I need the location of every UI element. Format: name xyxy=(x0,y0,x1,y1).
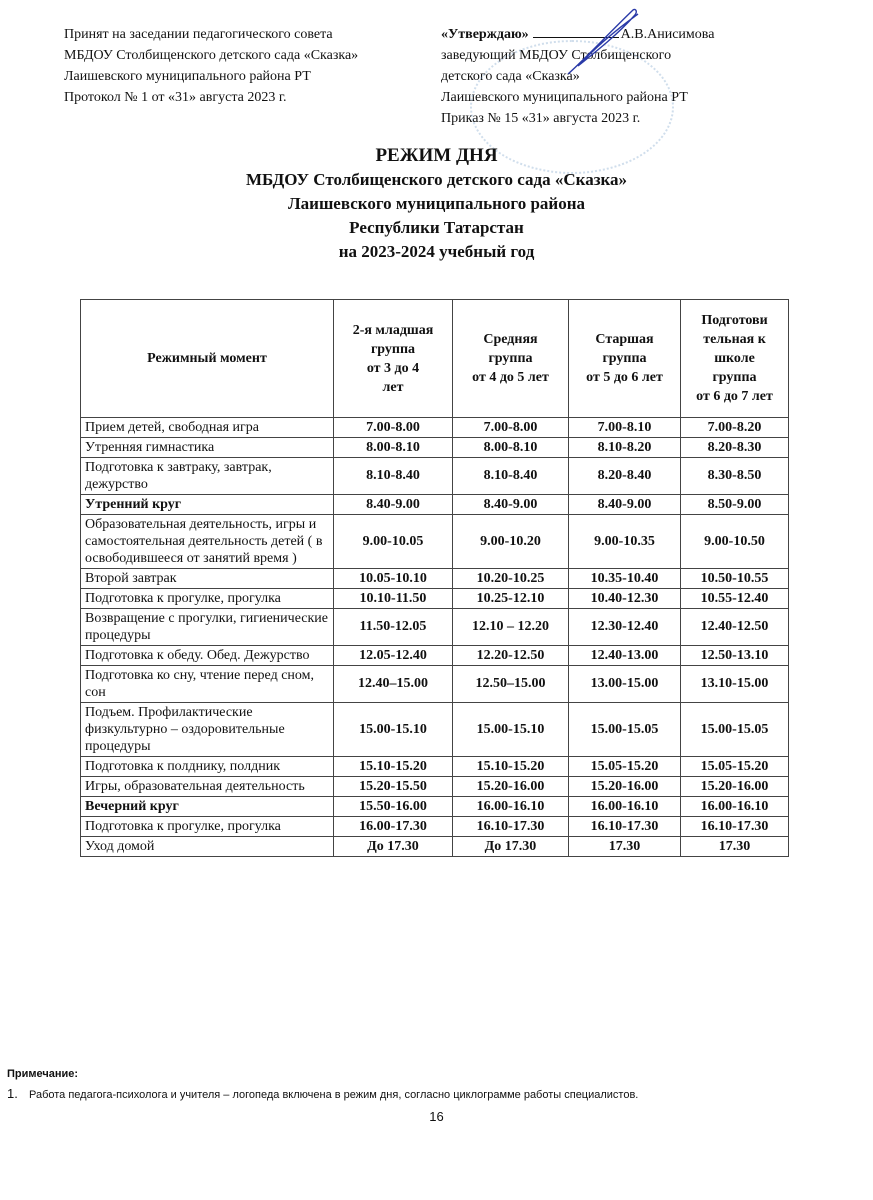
column-header-line: группа xyxy=(712,370,757,385)
time-cell: 8.00-8.10 xyxy=(453,438,569,458)
column-header-preparatory xyxy=(681,300,789,418)
table-row xyxy=(81,609,789,646)
time-cell: 10.35-10.40 xyxy=(569,569,681,589)
table-body xyxy=(81,418,789,857)
head-org: детского сада «Сказка» xyxy=(441,69,580,84)
time-cell: 15.10-15.20 xyxy=(453,757,569,777)
activity-cell: Утренний круг xyxy=(81,495,334,515)
time-cell: 12.40–15.00 xyxy=(334,666,453,703)
approve-label: «Утверждаю» xyxy=(441,27,529,42)
activity-cell: Вечерний круг xyxy=(81,797,334,817)
document-title xyxy=(0,144,873,264)
time-cell: 15.20-16.00 xyxy=(453,777,569,797)
time-cell: 13.00-15.00 xyxy=(569,666,681,703)
column-header-line: группа xyxy=(488,351,533,366)
column-header-line: от 4 до 5 лет xyxy=(472,370,549,385)
time-cell: 8.40-9.00 xyxy=(569,495,681,515)
time-cell: 15.00-15.05 xyxy=(681,703,789,757)
table-row xyxy=(81,418,789,438)
time-cell: 12.40-13.00 xyxy=(569,646,681,666)
time-cell: 16.10-17.30 xyxy=(681,817,789,837)
time-cell: 12.50–15.00 xyxy=(453,666,569,703)
time-cell: 12.10 – 12.20 xyxy=(453,609,569,646)
title-republic: Республики Татарстан xyxy=(349,218,524,237)
activity-cell: Прием детей, свободная игра xyxy=(81,418,334,438)
table-row xyxy=(81,515,789,569)
time-cell: 7.00-8.00 xyxy=(453,418,569,438)
council-line: МБДОУ Столбищенского детского сада «Сказка» xyxy=(64,48,359,63)
column-header-activity xyxy=(81,300,334,418)
council-protocol: Протокол № 1 от «31» августа 2023 г. xyxy=(64,90,287,105)
activity-cell: Игры, образовательная деятельность xyxy=(81,777,334,797)
page-number: 16 xyxy=(429,1109,444,1124)
time-cell: 8.40-9.00 xyxy=(334,495,453,515)
head-position: заведующий МБДОУ Столбищенского xyxy=(441,48,672,63)
table-row xyxy=(81,438,789,458)
column-header-line: Старшая xyxy=(595,332,654,347)
council-line: Лаишевского муниципального района РТ xyxy=(64,69,311,84)
time-cell: 16.00-16.10 xyxy=(569,797,681,817)
signature-line xyxy=(533,25,619,38)
time-cell: 13.10-15.00 xyxy=(681,666,789,703)
table-row xyxy=(81,757,789,777)
column-header-line: Режимный момент xyxy=(147,351,267,366)
column-header-line: от 5 до 6 лет xyxy=(586,370,663,385)
activity-cell: Уход домой xyxy=(81,837,334,857)
column-header-line: 2-я младшая xyxy=(352,322,434,338)
time-cell: 15.20-16.00 xyxy=(569,777,681,797)
column-header-senior xyxy=(569,300,681,418)
time-cell: 9.00-10.05 xyxy=(334,515,453,569)
time-cell: 15.05-15.20 xyxy=(681,757,789,777)
table-row xyxy=(81,569,789,589)
note-item-text: Работа педагога-психолога и учителя – логопеда включена в режим дня, согласно циклограмме работы специалистов. xyxy=(29,1089,639,1101)
time-cell: 15.00-15.10 xyxy=(334,703,453,757)
time-cell: 10.20-10.25 xyxy=(453,569,569,589)
approval-signature-line xyxy=(441,24,714,45)
time-cell: 11.50-12.05 xyxy=(334,609,453,646)
time-cell: 7.00-8.20 xyxy=(681,418,789,438)
table-row xyxy=(81,646,789,666)
time-cell: 15.10-15.20 xyxy=(334,757,453,777)
column-header-junior-2 xyxy=(334,300,453,418)
activity-cell: Второй завтрак xyxy=(81,569,334,589)
head-order: Приказ № 15 «31» августа 2023 г. xyxy=(441,111,641,126)
column-header-line: Подготови xyxy=(701,313,768,328)
table-row xyxy=(81,797,789,817)
table-header-row xyxy=(81,300,789,418)
time-cell: 17.30 xyxy=(681,837,789,857)
column-header-line: лет xyxy=(382,379,404,395)
time-cell: 10.10-11.50 xyxy=(334,589,453,609)
activity-cell: Образовательная деятельность, игры и самостоятельная деятельность детей ( в освободившееся от занятий время ) xyxy=(81,515,334,569)
time-cell: 15.00-15.05 xyxy=(569,703,681,757)
time-cell: 10.50-10.55 xyxy=(681,569,789,589)
time-cell: 7.00-8.10 xyxy=(569,418,681,438)
activity-cell: Подготовка к прогулке, прогулка xyxy=(81,589,334,609)
note-title: Примечание: xyxy=(7,1068,79,1080)
time-cell: 12.05-12.40 xyxy=(334,646,453,666)
table-row xyxy=(81,817,789,837)
time-cell: 10.55-12.40 xyxy=(681,589,789,609)
activity-cell: Подготовка к обеду. Обед. Дежурство xyxy=(81,646,334,666)
time-cell: 15.05-15.20 xyxy=(569,757,681,777)
daily-schedule-table xyxy=(80,299,789,857)
column-header-line: группа xyxy=(370,341,416,357)
signatory-name: А.В.Анисимова xyxy=(620,27,715,42)
time-cell: 12.30-12.40 xyxy=(569,609,681,646)
table-row xyxy=(81,589,789,609)
time-cell: 8.30-8.50 xyxy=(681,458,789,495)
time-cell: 9.00-10.50 xyxy=(681,515,789,569)
column-header-line: тельная к xyxy=(703,332,766,347)
column-header-line: от 3 до 4 xyxy=(366,360,420,376)
activity-cell: Возвращение с прогулки, гигиенические процедуры xyxy=(81,609,334,646)
activity-cell: Подготовка к завтраку, завтрак, дежурство xyxy=(81,458,334,495)
activity-cell: Подготовка к прогулке, прогулка xyxy=(81,817,334,837)
table-row xyxy=(81,703,789,757)
time-cell: 8.10-8.40 xyxy=(453,458,569,495)
title-district: Лаишевского муниципального района xyxy=(287,194,586,213)
time-cell: 12.20-12.50 xyxy=(453,646,569,666)
council-approval-block xyxy=(64,24,358,108)
column-header-line: группа xyxy=(602,351,647,366)
time-cell: До 17.30 xyxy=(453,837,569,857)
activity-cell: Подъем. Профилактические физкультурно – оздоровительные процедуры xyxy=(81,703,334,757)
head-district: Лаишевского муниципального района РТ xyxy=(441,90,688,105)
table-row xyxy=(81,666,789,703)
time-cell: 9.00-10.20 xyxy=(453,515,569,569)
time-cell: 16.00-16.10 xyxy=(453,797,569,817)
activity-cell: Утренняя гимнастика xyxy=(81,438,334,458)
note-block xyxy=(7,1068,638,1101)
time-cell: 8.20-8.40 xyxy=(569,458,681,495)
title-year: на 2023-2024 учебный год xyxy=(338,242,535,261)
time-cell: 8.10-8.40 xyxy=(334,458,453,495)
table-row xyxy=(81,495,789,515)
title-main: РЕЖИМ ДНЯ xyxy=(375,145,498,166)
time-cell: 16.00-16.10 xyxy=(681,797,789,817)
council-line: Принят на заседании педагогического совета xyxy=(64,27,333,42)
column-header-middle xyxy=(453,300,569,418)
time-cell: 8.10-8.20 xyxy=(569,438,681,458)
time-cell: 15.20-16.00 xyxy=(681,777,789,797)
table-row xyxy=(81,837,789,857)
activity-cell: Подготовка к полднику, полдник xyxy=(81,757,334,777)
column-header-line: Средняя xyxy=(483,332,538,347)
note-item-number: 1. xyxy=(7,1086,18,1101)
time-cell: 16.00-17.30 xyxy=(334,817,453,837)
time-cell: 16.10-17.30 xyxy=(569,817,681,837)
time-cell: 15.00-15.10 xyxy=(453,703,569,757)
column-header-line: от 6 до 7 лет xyxy=(696,389,773,404)
time-cell: 8.40-9.00 xyxy=(453,495,569,515)
time-cell: 8.50-9.00 xyxy=(681,495,789,515)
time-cell: 12.50-13.10 xyxy=(681,646,789,666)
time-cell: 12.40-12.50 xyxy=(681,609,789,646)
title-org: МБДОУ Столбищенского детского сада «Сказка» xyxy=(245,170,628,189)
time-cell: 10.05-10.10 xyxy=(334,569,453,589)
time-cell: 10.40-12.30 xyxy=(569,589,681,609)
time-cell: 8.00-8.10 xyxy=(334,438,453,458)
note-item xyxy=(7,1086,638,1101)
activity-cell: Подготовка ко сну, чтение перед сном, сон xyxy=(81,666,334,703)
column-header-line: школе xyxy=(714,351,755,366)
time-cell: 10.25-12.10 xyxy=(453,589,569,609)
time-cell: 7.00-8.00 xyxy=(334,418,453,438)
table-row xyxy=(81,458,789,495)
time-cell: 15.20-15.50 xyxy=(334,777,453,797)
head-approval-block xyxy=(441,24,714,129)
table-row xyxy=(81,777,789,797)
time-cell: 17.30 xyxy=(569,837,681,857)
time-cell: 15.50-16.00 xyxy=(334,797,453,817)
time-cell: 9.00-10.35 xyxy=(569,515,681,569)
time-cell: 8.20-8.30 xyxy=(681,438,789,458)
time-cell: 16.10-17.30 xyxy=(453,817,569,837)
time-cell: До 17.30 xyxy=(334,837,453,857)
